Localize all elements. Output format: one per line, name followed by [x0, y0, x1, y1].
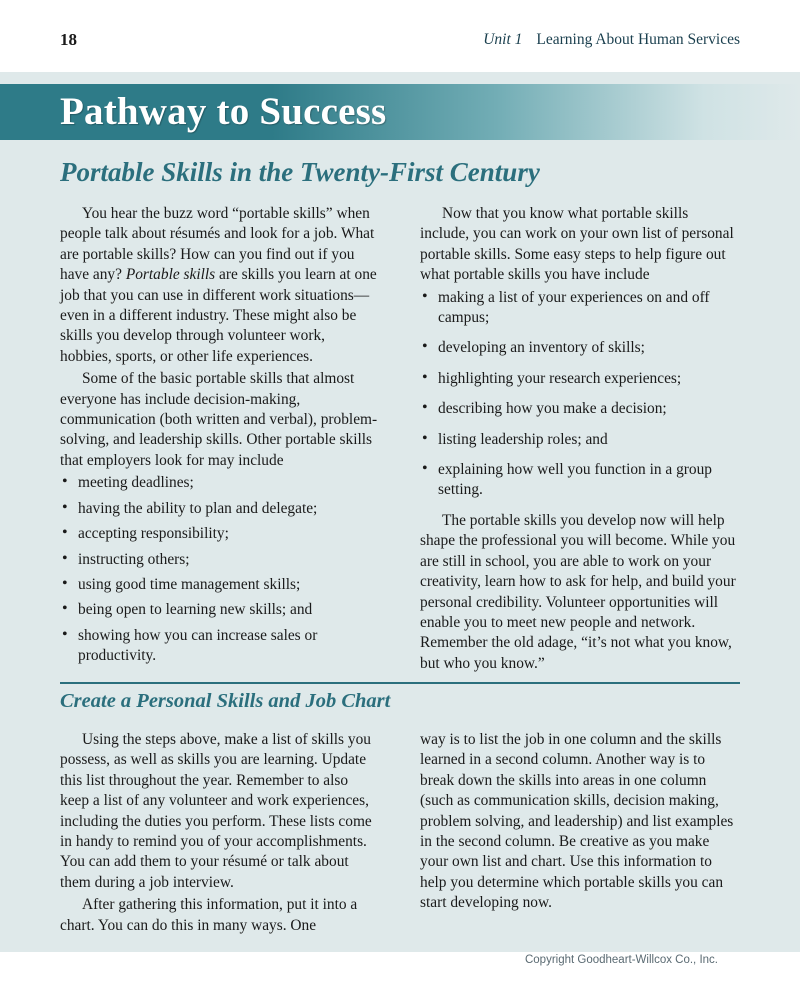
copyright-notice: Copyright Goodheart-Willcox Co., Inc.	[524, 954, 718, 966]
list-item: • highlighting your research experiences;	[420, 369, 740, 389]
running-head-title: Learning About Human Services	[536, 31, 740, 48]
list-item: • showing how you can increase sales or productivity.	[60, 626, 380, 667]
feature-right-column	[420, 204, 740, 674]
list-item: • meeting deadlines;	[60, 473, 380, 493]
list-item: • being open to learning new skills; and	[60, 600, 380, 620]
paragraph: The portable skills you develop now will help shape the professional you will become. While you are still in school, you are able to work on your creativity, learn how to ask for help, and build your personal credibility. Volunteer opportunities will enable you to meet new people and network. Remember the old adage, “it’s not what you know, but who you know.”	[420, 511, 736, 672]
list-item: • developing an inventory of skills;	[420, 338, 740, 358]
personal-portable-skills-steps-list	[420, 288, 740, 501]
list-item: • describing how you make a decision;	[420, 399, 740, 419]
portable-skills-employers-list	[60, 473, 380, 666]
paragraph	[60, 204, 380, 367]
list-item: • making a list of your experiences on and off campus;	[420, 288, 740, 329]
paragraph: Using the steps above, make a list of skills you possess, as well as skills you are learning. Update this list throughout the year. Remember to also keep a list of any volunteer and work experiences, including the duties you perform. These lists come in handy to remind you of your accomplishments. You can add them to your résumé or talk about them during a job interview.	[60, 731, 372, 891]
paragraph-emphasis: Portable skills	[125, 266, 216, 284]
activity-title: Create a Personal Skills and Job Chart	[60, 690, 391, 712]
list-item: • explaining how well you function in a group setting.	[420, 460, 740, 501]
activity-body-columns	[60, 730, 740, 936]
paragraph: way is to list the job in one column and the skills learned in a second column. Another way is to break down the skills into areas in one column (such as communication skills, decision making, problem solving, and leadership) and list examples in the second column. Be creative as you make your own list and chart. Use this information to help you determine which portable skills you can start developing now.	[420, 731, 734, 912]
running-head	[483, 31, 740, 49]
page-number: 18	[60, 30, 77, 49]
list-item: • accepting responsibility;	[60, 524, 380, 544]
paragraph: Some of the basic portable skills that almost everyone has include decision-making, communication (both written and verbal), problem-solving, and leadership skills. Other portable skills that employers look for may include	[60, 370, 378, 469]
feature-subtitle: Portable Skills in the Twenty-First Century	[60, 157, 540, 187]
feature-body-columns	[60, 204, 740, 674]
paragraph-text-part2: are skills you learn at one job that you can use in different work situations—even in a different industry. These might also be skills you develop through volunteer work, hobbies, sports, or other life experiences.	[60, 266, 377, 365]
page-header	[0, 0, 800, 72]
section-divider	[60, 682, 740, 684]
feature-banner	[0, 84, 800, 140]
list-item: • listing leadership roles; and	[420, 430, 740, 450]
running-head-unit: Unit 1	[483, 31, 523, 48]
paragraph: Now that you know what portable skills include, you can work on your own list of personal portable skills. Some easy steps to help figure out what portable skills you have include	[420, 205, 734, 284]
list-item: • having the ability to plan and delegate;	[60, 499, 380, 519]
feature-banner-title: Pathway to Success	[60, 90, 387, 133]
paragraph-text-part1: You hear the buzz word “portable skills” when people talk about résumés and look for a job. What are portable skills? How can you find out if you have any?	[60, 205, 375, 284]
activity-right-column	[420, 730, 740, 914]
list-item: • instructing others;	[60, 550, 380, 570]
feature-left-column	[60, 204, 380, 672]
activity-left-column	[60, 730, 380, 936]
pathway-to-success-feature	[0, 72, 800, 952]
paragraph: After gathering this information, put it into a chart. You can do this in many ways. One	[60, 896, 358, 934]
list-item: • using good time management skills;	[60, 575, 380, 595]
